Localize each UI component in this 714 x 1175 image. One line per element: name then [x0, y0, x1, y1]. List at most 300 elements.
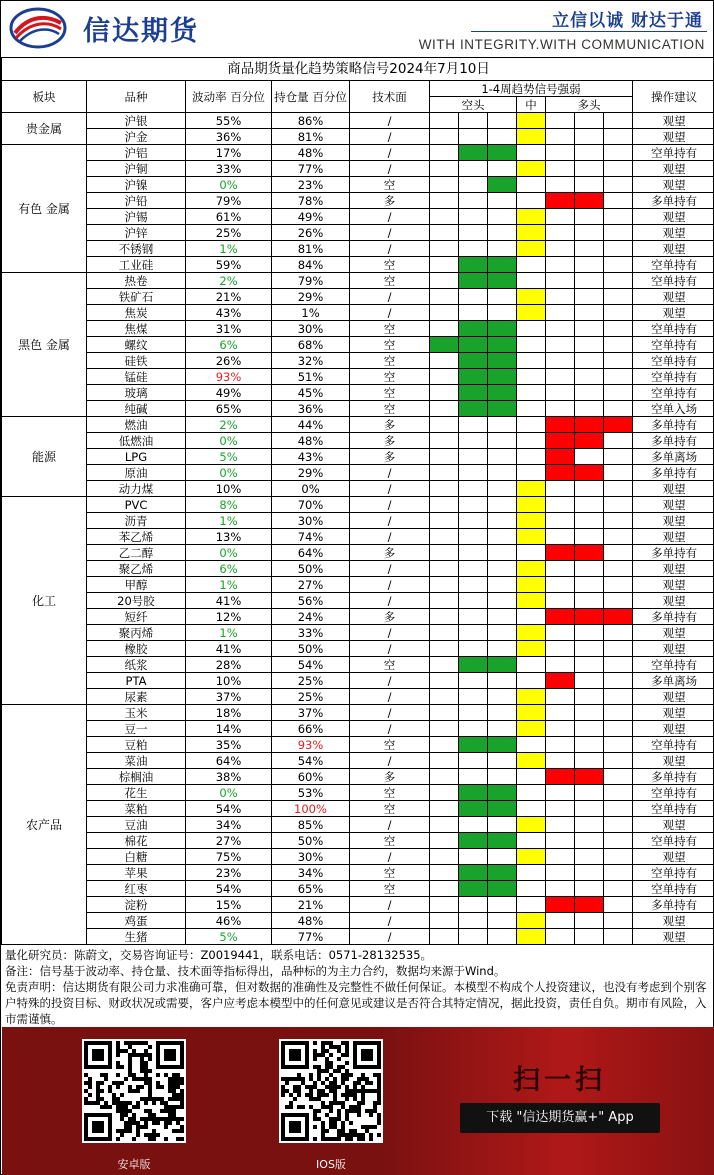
variety-cell: 纯碱 [87, 401, 186, 417]
signal-cell [488, 433, 517, 449]
variety-cell: 焦煤 [87, 321, 186, 337]
signal-cell [604, 673, 633, 689]
vol-pct-cell: 17% [186, 145, 272, 161]
table-row [2, 641, 714, 657]
signal-cell [459, 545, 488, 561]
signal-cell [430, 689, 459, 705]
signal-cell [517, 193, 546, 209]
signal-cell [430, 801, 459, 817]
signal-cell [430, 561, 459, 577]
signal-cell [459, 129, 488, 145]
signal-cell [604, 257, 633, 273]
signal-cell [459, 337, 488, 353]
signal-cell [517, 545, 546, 561]
signal-cell [488, 161, 517, 177]
signal-cell [459, 113, 488, 129]
signal-cell [430, 225, 459, 241]
variety-cell: 鸡蛋 [87, 913, 186, 929]
signal-cell [459, 625, 488, 641]
table-row [2, 753, 714, 769]
advice-cell: 多单持有 [633, 433, 714, 449]
signal-cell [430, 817, 459, 833]
signal-cell [459, 465, 488, 481]
signal-cell [459, 641, 488, 657]
signal-cell [430, 849, 459, 865]
signal-cell [546, 593, 575, 609]
signal-cell [546, 417, 575, 433]
variety-cell: 淀粉 [87, 897, 186, 913]
signal-cell [546, 513, 575, 529]
variety-cell: 白糖 [87, 849, 186, 865]
tech-cell: 空 [350, 353, 430, 369]
vol-pct-cell: 75% [186, 849, 272, 865]
signal-cell [604, 177, 633, 193]
signal-cell [546, 321, 575, 337]
variety-cell: 铁矿石 [87, 289, 186, 305]
table-row [2, 785, 714, 801]
vol-pct-cell: 54% [186, 881, 272, 897]
vol-pct-cell: 0% [186, 177, 272, 193]
col-header-oi-pct: 持仓量 百分位 [272, 81, 350, 113]
table-row [2, 113, 714, 129]
vol-pct-cell: 0% [186, 433, 272, 449]
signal-cell [546, 913, 575, 929]
signal-cell [517, 481, 546, 497]
signal-cell [459, 705, 488, 721]
tech-cell: / [350, 465, 430, 481]
xinda-logo-icon [9, 7, 67, 49]
signal-cell [546, 561, 575, 577]
signal-cell [575, 801, 604, 817]
signal-cell [459, 609, 488, 625]
vol-pct-cell: 12% [186, 609, 272, 625]
advice-cell: 空单持有 [633, 353, 714, 369]
signal-cell [604, 465, 633, 481]
ios-qr-code[interactable] [279, 1039, 383, 1143]
signal-cell [517, 465, 546, 481]
signal-cell [517, 145, 546, 161]
tech-cell: / [350, 561, 430, 577]
oi-pct-cell: 23% [272, 177, 350, 193]
sector-cell: 农产品 [2, 705, 87, 945]
oi-pct-cell: 81% [272, 241, 350, 257]
table-row [2, 289, 714, 305]
signal-cell [488, 257, 517, 273]
col-header-advice: 操作建议 [633, 81, 714, 113]
signal-cell [575, 449, 604, 465]
signal-cell [488, 385, 517, 401]
signal-cell [604, 529, 633, 545]
variety-cell: 工业硅 [87, 257, 186, 273]
sector-cell: 化工 [2, 497, 87, 705]
signal-cell [430, 321, 459, 337]
signal-cell [459, 369, 488, 385]
advice-cell: 多单持有 [633, 417, 714, 433]
signal-cell [517, 209, 546, 225]
vol-pct-cell: 1% [186, 577, 272, 593]
header [1, 1, 714, 57]
signal-cell [575, 625, 604, 641]
signal-cell [459, 721, 488, 737]
signal-cell [604, 577, 633, 593]
android-qr-code[interactable] [82, 1039, 186, 1143]
vol-pct-cell: 35% [186, 737, 272, 753]
advice-cell: 观望 [633, 481, 714, 497]
table-row [2, 145, 714, 161]
signal-cell [546, 369, 575, 385]
signal-cell [546, 145, 575, 161]
signal-cell [546, 753, 575, 769]
signal-cell [430, 161, 459, 177]
signal-cell [575, 113, 604, 129]
vol-pct-cell: 43% [186, 305, 272, 321]
signal-cell [430, 289, 459, 305]
signal-cell [517, 865, 546, 881]
signal-cell [430, 721, 459, 737]
signal-cell [604, 161, 633, 177]
table-row [2, 225, 714, 241]
signal-cell [546, 625, 575, 641]
vol-pct-cell: 1% [186, 625, 272, 641]
signal-cell [604, 305, 633, 321]
vol-pct-cell: 34% [186, 817, 272, 833]
tech-cell: / [350, 305, 430, 321]
signal-cell [546, 881, 575, 897]
signal-cell [517, 385, 546, 401]
vol-pct-cell: 0% [186, 545, 272, 561]
table-row [2, 513, 714, 529]
tech-cell: 空 [350, 273, 430, 289]
variety-cell: 玻璃 [87, 385, 186, 401]
table-row [2, 913, 714, 929]
signal-cell [459, 305, 488, 321]
advice-cell: 空单持有 [633, 337, 714, 353]
signal-cell [575, 849, 604, 865]
signal-cell [517, 417, 546, 433]
col-header-short: 空头 [430, 97, 517, 113]
tech-cell: / [350, 529, 430, 545]
table-row [2, 705, 714, 721]
signal-cell [604, 209, 633, 225]
vol-pct-cell: 2% [186, 417, 272, 433]
signal-cell [604, 881, 633, 897]
variety-cell: LPG [87, 449, 186, 465]
variety-cell: 纸浆 [87, 657, 186, 673]
signal-cell [430, 913, 459, 929]
table-row [2, 401, 714, 417]
signal-cell [575, 817, 604, 833]
signal-cell [488, 817, 517, 833]
table-row [2, 577, 714, 593]
advice-cell: 空单入场 [633, 401, 714, 417]
signal-cell [517, 673, 546, 689]
signal-cell [430, 497, 459, 513]
signal-cell [604, 545, 633, 561]
signal-table [1, 57, 714, 945]
signal-cell [575, 609, 604, 625]
tech-cell: / [350, 689, 430, 705]
signal-cell [430, 209, 459, 225]
table-row [2, 161, 714, 177]
signal-cell [488, 657, 517, 673]
vol-pct-cell: 36% [186, 129, 272, 145]
tech-cell: 空 [350, 385, 430, 401]
variety-cell: 沪铜 [87, 161, 186, 177]
signal-cell [459, 161, 488, 177]
signal-cell [604, 513, 633, 529]
tech-cell: / [350, 241, 430, 257]
signal-cell [430, 769, 459, 785]
signal-cell [459, 209, 488, 225]
signal-cell [604, 289, 633, 305]
signal-cell [546, 449, 575, 465]
signal-cell [430, 529, 459, 545]
signal-cell [430, 433, 459, 449]
signal-cell [517, 801, 546, 817]
vol-pct-cell: 54% [186, 801, 272, 817]
oi-pct-cell: 21% [272, 897, 350, 913]
signal-cell [546, 897, 575, 913]
advice-cell: 观望 [633, 705, 714, 721]
table-row [2, 721, 714, 737]
tech-cell: / [350, 625, 430, 641]
advice-cell: 观望 [633, 593, 714, 609]
signal-cell [430, 897, 459, 913]
signal-cell [546, 817, 575, 833]
table-row [2, 193, 714, 209]
oi-pct-cell: 0% [272, 481, 350, 497]
variety-cell: 硅铁 [87, 353, 186, 369]
oi-pct-cell: 36% [272, 401, 350, 417]
oi-pct-cell: 24% [272, 609, 350, 625]
vol-pct-cell: 93% [186, 369, 272, 385]
vol-pct-cell: 31% [186, 321, 272, 337]
col-header-signal: 1-4周趋势信号强弱 [430, 81, 633, 97]
advice-cell: 多单持有 [633, 609, 714, 625]
oi-pct-cell: 86% [272, 113, 350, 129]
table-row [2, 305, 714, 321]
signal-cell [575, 321, 604, 337]
signal-cell [546, 609, 575, 625]
slogan-en: WITH INTEGRITY.WITH COMMUNICATION [418, 37, 705, 52]
signal-cell [459, 433, 488, 449]
advice-cell: 观望 [633, 577, 714, 593]
signal-cell [575, 337, 604, 353]
vol-pct-cell: 0% [186, 465, 272, 481]
tech-cell: 空 [350, 177, 430, 193]
variety-cell: 20号胶 [87, 593, 186, 609]
variety-cell: 棉花 [87, 833, 186, 849]
oi-pct-cell: 30% [272, 321, 350, 337]
signal-cell [575, 305, 604, 321]
advice-cell: 多单离场 [633, 673, 714, 689]
signal-cell [546, 801, 575, 817]
signal-cell [459, 865, 488, 881]
advice-cell: 空单持有 [633, 801, 714, 817]
signal-cell [517, 913, 546, 929]
signal-cell [575, 705, 604, 721]
signal-cell [575, 145, 604, 161]
signal-cell [517, 513, 546, 529]
signal-cell [488, 353, 517, 369]
vol-pct-cell: 55% [186, 113, 272, 129]
signal-cell [604, 641, 633, 657]
signal-cell [604, 705, 633, 721]
signal-cell [430, 481, 459, 497]
advice-cell: 观望 [633, 161, 714, 177]
signal-cell [604, 817, 633, 833]
signal-cell [488, 753, 517, 769]
signal-cell [459, 497, 488, 513]
signal-cell [517, 561, 546, 577]
signal-cell [575, 689, 604, 705]
advice-cell: 观望 [633, 561, 714, 577]
signal-cell [604, 929, 633, 945]
oi-pct-cell: 70% [272, 497, 350, 513]
signal-cell [430, 337, 459, 353]
signal-cell [575, 225, 604, 241]
tech-cell: / [350, 497, 430, 513]
signal-cell [546, 385, 575, 401]
signal-cell [430, 737, 459, 753]
advice-cell: 观望 [633, 721, 714, 737]
oi-pct-cell: 56% [272, 593, 350, 609]
signal-cell [546, 305, 575, 321]
oi-pct-cell: 25% [272, 673, 350, 689]
signal-cell [604, 193, 633, 209]
variety-cell: 聚乙烯 [87, 561, 186, 577]
signal-cell [546, 273, 575, 289]
banner-glow [382, 1027, 714, 1175]
oi-pct-cell: 43% [272, 449, 350, 465]
advice-cell: 观望 [633, 497, 714, 513]
signal-cell [517, 273, 546, 289]
advice-cell: 多单持有 [633, 545, 714, 561]
oi-pct-cell: 50% [272, 833, 350, 849]
signal-cell [604, 865, 633, 881]
signal-cell [488, 737, 517, 753]
signal-cell [488, 401, 517, 417]
signal-cell [517, 401, 546, 417]
signal-cell [575, 353, 604, 369]
tech-cell: / [350, 673, 430, 689]
signal-cell [575, 513, 604, 529]
signal-cell [430, 449, 459, 465]
advice-cell: 观望 [633, 129, 714, 145]
vol-pct-cell: 41% [186, 641, 272, 657]
oi-pct-cell: 33% [272, 625, 350, 641]
signal-cell [546, 849, 575, 865]
signal-cell [575, 641, 604, 657]
signal-cell [459, 417, 488, 433]
oi-pct-cell: 85% [272, 817, 350, 833]
variety-cell: 甲醇 [87, 577, 186, 593]
signal-cell [546, 721, 575, 737]
advice-cell: 观望 [633, 913, 714, 929]
signal-cell [575, 753, 604, 769]
table-body [2, 113, 714, 945]
vol-pct-cell: 18% [186, 705, 272, 721]
signal-cell [575, 865, 604, 881]
signal-cell [488, 881, 517, 897]
advice-cell: 观望 [633, 929, 714, 945]
signal-cell [459, 401, 488, 417]
signal-cell [546, 929, 575, 945]
signal-cell [604, 449, 633, 465]
signal-cell [488, 129, 517, 145]
tech-cell: / [350, 913, 430, 929]
tech-cell: / [350, 129, 430, 145]
variety-cell: 苯乙烯 [87, 529, 186, 545]
signal-cell [488, 481, 517, 497]
oi-pct-cell: 50% [272, 641, 350, 657]
signal-cell [430, 881, 459, 897]
signal-cell [517, 753, 546, 769]
tech-cell: / [350, 161, 430, 177]
signal-cell [488, 337, 517, 353]
signal-cell [459, 929, 488, 945]
table-row [2, 929, 714, 945]
vol-pct-cell: 21% [186, 289, 272, 305]
signal-cell [604, 129, 633, 145]
table-row [2, 769, 714, 785]
signal-cell [430, 401, 459, 417]
tech-cell: 空 [350, 737, 430, 753]
variety-cell: 螺纹 [87, 337, 186, 353]
table-row [2, 865, 714, 881]
signal-cell [430, 577, 459, 593]
signal-cell [488, 609, 517, 625]
signal-cell [517, 705, 546, 721]
tech-cell: / [350, 817, 430, 833]
signal-cell [430, 641, 459, 657]
tech-cell: / [350, 897, 430, 913]
signal-cell [459, 177, 488, 193]
signal-cell [517, 785, 546, 801]
signal-cell [604, 721, 633, 737]
signal-cell [488, 273, 517, 289]
signal-cell [575, 481, 604, 497]
oi-pct-cell: 77% [272, 929, 350, 945]
download-app-button[interactable]: 下载 "信达期货赢+" App [460, 1103, 660, 1133]
variety-cell: 沪铅 [87, 193, 186, 209]
signal-cell [517, 161, 546, 177]
signal-cell [604, 481, 633, 497]
signal-cell [430, 833, 459, 849]
signal-cell [459, 849, 488, 865]
signal-cell [546, 865, 575, 881]
variety-cell: 焦炭 [87, 305, 186, 321]
signal-cell [488, 289, 517, 305]
vol-pct-cell: 14% [186, 721, 272, 737]
vol-pct-cell: 13% [186, 529, 272, 545]
signal-cell [488, 785, 517, 801]
signal-cell [459, 833, 488, 849]
vol-pct-cell: 37% [186, 689, 272, 705]
vol-pct-cell: 10% [186, 481, 272, 497]
variety-cell: 燃油 [87, 417, 186, 433]
advice-cell: 多单持有 [633, 465, 714, 481]
signal-cell [575, 209, 604, 225]
signal-cell [575, 433, 604, 449]
variety-cell: 菜油 [87, 753, 186, 769]
signal-cell [430, 257, 459, 273]
tech-cell: / [350, 753, 430, 769]
signal-cell [430, 865, 459, 881]
variety-cell: 菜粕 [87, 801, 186, 817]
signal-cell [604, 833, 633, 849]
sector-cell: 有色 金属 [2, 145, 87, 273]
